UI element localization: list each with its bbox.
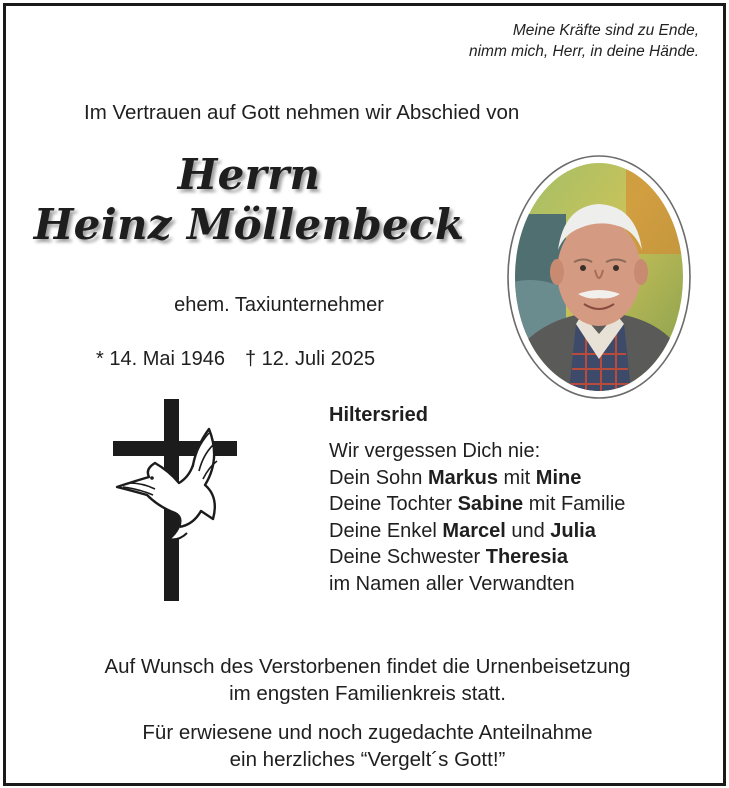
intro-text: Im Vertrauen auf Gott nehmen wir Abschied von bbox=[84, 101, 520, 124]
birth-date: * 14. Mai 1946 bbox=[96, 348, 225, 370]
mourner-daughter-prefix: Deine Tochter bbox=[329, 493, 458, 515]
death-date: † 12. Juli 2025 bbox=[244, 348, 376, 370]
motto-line-2: nimm mich, Herr, in deine Hände. bbox=[468, 43, 699, 60]
thanks-notice bbox=[6, 719, 729, 773]
mourners-list bbox=[329, 438, 625, 597]
mourners-intro: Wir vergessen Dich nie: bbox=[329, 440, 541, 462]
motto-verse bbox=[469, 20, 699, 62]
salutation: Herrn bbox=[177, 150, 321, 199]
portrait-photo bbox=[506, 154, 692, 400]
deceased-name: Heinz Möllenbeck bbox=[33, 200, 465, 249]
mourner-grandchildren-mid: und bbox=[505, 519, 551, 542]
mourner-daughter-name: Sabine bbox=[457, 493, 524, 515]
mourner-daughter bbox=[329, 491, 625, 518]
mourner-son bbox=[329, 465, 625, 492]
mourner-son-mid: mit bbox=[498, 466, 536, 489]
mourner-sister bbox=[329, 544, 625, 571]
mourner-grandchildren-prefix: Deine Enkel bbox=[329, 519, 443, 542]
mourners-closing: im Namen aller Verwandten bbox=[329, 572, 575, 595]
mourner-grandchildren bbox=[329, 518, 625, 545]
profession: ehem. Taxiunternehmer bbox=[174, 294, 384, 316]
mourner-grandchild-1: Marcel bbox=[442, 519, 506, 542]
life-dates bbox=[96, 348, 395, 371]
mourner-grandchild-2: Julia bbox=[550, 519, 596, 542]
mourner-son-prefix: Dein Sohn bbox=[329, 466, 428, 489]
mourner-son-name: Markus bbox=[427, 466, 498, 489]
burial-notice bbox=[6, 653, 729, 707]
obituary-card bbox=[3, 3, 726, 786]
mourner-daughter-suffix: mit Familie bbox=[523, 493, 626, 515]
cross-with-dove-icon bbox=[109, 399, 241, 601]
motto-line-1: Meine Kräfte sind zu Ende, bbox=[512, 22, 699, 39]
mourner-sister-prefix: Deine Schwester bbox=[329, 546, 486, 568]
mourner-son-partner: Mine bbox=[535, 466, 582, 489]
burial-notice-line-1: Auf Wunsch des Verstorbenen findet die Urnenbeisetzung bbox=[104, 655, 631, 678]
thanks-line-2: ein herzliches “Vergelt´s Gott!” bbox=[229, 748, 506, 771]
mourner-sister-name: Theresia bbox=[485, 546, 569, 568]
place-name: Hiltersried bbox=[329, 404, 428, 426]
thanks-line-1: Für erwiesene und noch zugedachte Anteilnahme bbox=[142, 721, 593, 744]
burial-notice-line-2: im engsten Familienkreis statt. bbox=[229, 682, 506, 705]
